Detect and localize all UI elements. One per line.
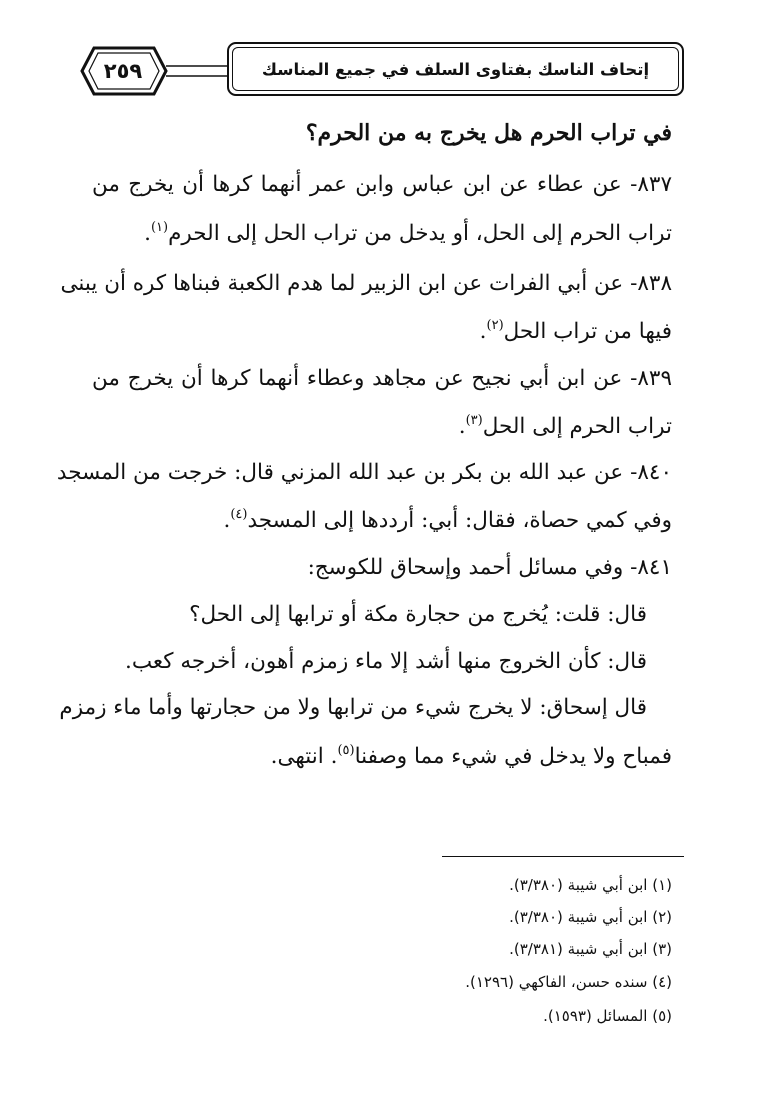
footnote-ref: (٥) — [337, 743, 355, 758]
text-line: ٨٣٩- عن ابن أبي نجيح عن مجاهد وعطاء أنهما كرها أن يخرج من — [92, 366, 672, 391]
footnote-separator — [442, 856, 684, 857]
text-line: وفي كمي حصاة، فقال: أبي: أرددها إلى المسجد$^{(٤)}$. — [223, 507, 672, 533]
text-line: فمباح ولا يدخل في شيء مما وصفنا$^{(٥)}$. انتهى. — [270, 743, 672, 769]
text-line: فيها من تراب الحل$^{(٢)}$. — [479, 318, 672, 344]
footnote-ref: (٢) — [486, 318, 504, 333]
book-title: إتحاف الناسك بفتاوى السلف في جميع المناسك — [261, 59, 650, 79]
footnote: (٢) ابن أبي شيبة (٣/٣٨٠). — [509, 908, 672, 926]
footnote-ref: (٣) — [465, 413, 483, 428]
text-line: قال إسحاق: لا يخرج شيء من ترابها ولا من حجارتها وأما ماء زمزم — [59, 695, 647, 720]
book-title-frame — [227, 42, 684, 96]
text-line: قال: قلت: يُخرج من حجارة مكة أو ترابها إلى الحل؟ — [189, 602, 647, 627]
text-line: تراب الحرم إلى الحل، أو يدخل من تراب الحل إلى الحرم$^{(١)}$. — [144, 220, 672, 246]
footnote: (١) ابن أبي شيبة (٣/٣٨٠). — [509, 876, 672, 894]
page-header — [80, 40, 688, 102]
footnote-ref: (٤) — [230, 507, 248, 522]
page-number: ٢٥٩ — [103, 59, 143, 83]
footnote: (٣) ابن أبي شيبة (٣/٣٨١). — [509, 940, 672, 958]
text-line: تراب الحرم إلى الحل$^{(٣)}$. — [458, 413, 672, 439]
footnote-ref: (١) — [150, 220, 169, 235]
text-line: ٨٤١- وفي مسائل أحمد وإسحاق للكوسج: — [307, 555, 672, 580]
text-line: قال: كأن الخروج منها أشد إلا ماء زمزم أهون، أخرجه كعب. — [124, 649, 647, 674]
footnote: (٥) المسائل (١٥٩٣). — [543, 1007, 672, 1025]
text-line: ٨٣٨- عن أبي الفرات عن ابن الزبير لما هدم الكعبة فبناها كره أن يبنى — [60, 271, 672, 296]
text-line: ٨٤٠- عن عبد الله بن بكر بن عبد الله المزني قال: خرجت من المسجد — [56, 460, 672, 485]
footnote: (٤) سنده حسن، الفاكهي (١٢٩٦). — [465, 973, 672, 991]
section-heading: في تراب الحرم هل يخرج به من الحرم؟ — [305, 120, 672, 146]
text-line: ٨٣٧- عن عطاء عن ابن عباس وابن عمر أنهما كرها أن يخرج من — [92, 172, 672, 197]
